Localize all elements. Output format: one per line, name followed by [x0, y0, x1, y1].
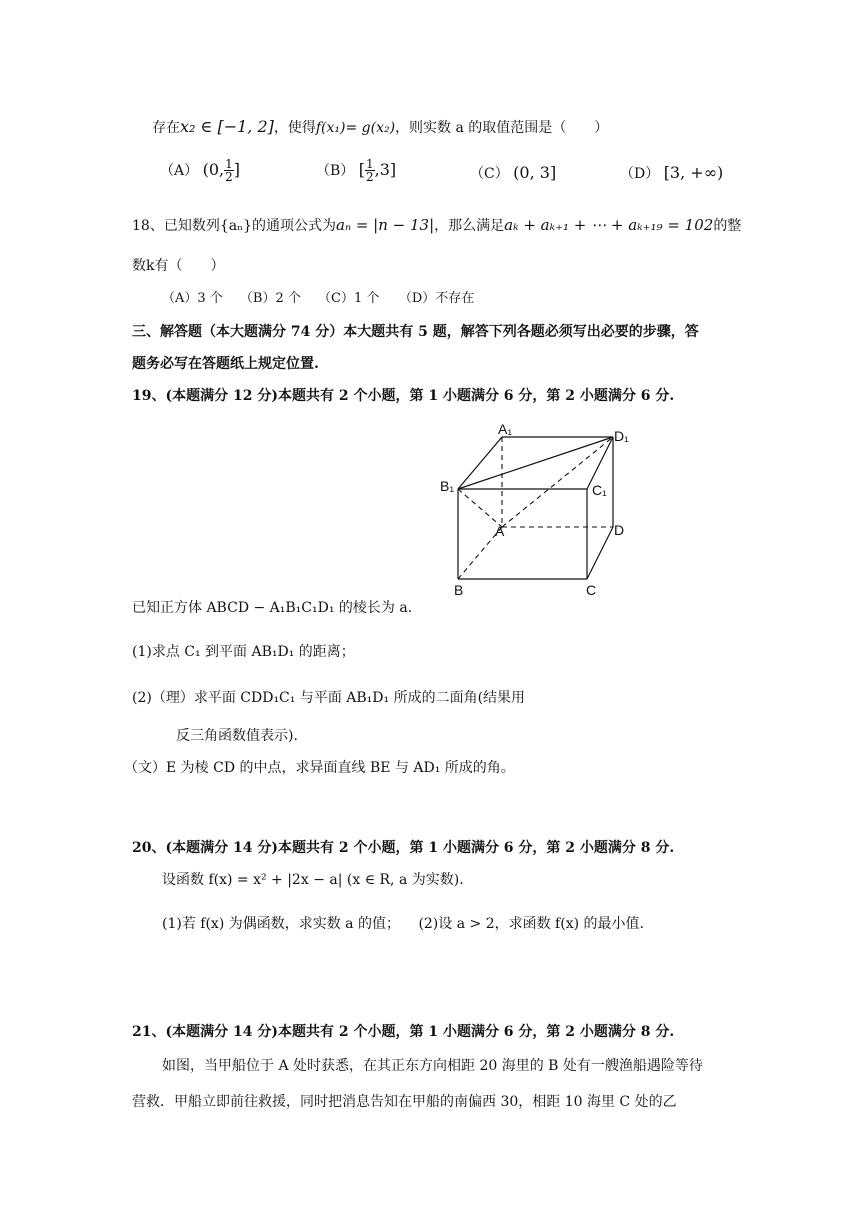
q17-option-d: [620, 163, 723, 183]
label-c: C: [586, 582, 597, 598]
q19-part2-li-cont: 反三角函数值表示).: [176, 728, 298, 744]
q17-option-c: [470, 163, 556, 183]
q18-text2: ，那么满足: [434, 218, 505, 234]
label-d1: D₁: [614, 428, 629, 444]
edge-b1-a: [458, 489, 502, 527]
q20-part1: (1)若 f(x) 为偶函数，求实数 a 的值；: [162, 916, 400, 932]
q18-text3: 的整: [713, 218, 742, 234]
option-d-math: [3, +∞): [663, 163, 724, 182]
q17-mid: ，使得: [273, 120, 316, 136]
option-label: （B）: [316, 163, 355, 179]
q19-part2-li: (2)（理）求平面 CDD₁C₁ 与平面 AB₁D₁ 所成的二面角(结果用: [132, 690, 526, 706]
q17-suffix: ，则实数 a 的取值范围是（ ）: [395, 120, 609, 136]
q19-part1: (1)求点 C₁ 到平面 AB₁D₁ 的距离；: [132, 644, 355, 660]
q18-line2: 数k有（ ）: [132, 258, 225, 274]
q20-parts-line: [162, 916, 644, 933]
q18-options: （A）3 个 （B）2 个 （C）1 个 （D）不存在: [162, 291, 475, 306]
q18-line1: [132, 216, 741, 235]
option-c-math: (0, 3]: [513, 163, 557, 182]
label-b: B: [454, 582, 464, 598]
q19-part2-wen: （文）E 为棱 CD 的中点，求异面直线 BE 与 AD₁ 所成的角。: [124, 760, 515, 776]
q18-number: 18、: [132, 218, 164, 234]
q20-function-line: [162, 872, 464, 889]
q21-text-line2: 营救．甲船立即前往救援，同时把消息告知在甲船的南偏西 30，相距 10 海里 C 处的乙: [132, 1094, 677, 1110]
q21-header: 21、(本题满分 14 分)本题共有 2 个小题，第 1 小题满分 6 分，第 2 小题满分 8 分.: [132, 1024, 675, 1040]
label-b1: B₁: [440, 478, 455, 494]
label-a: A: [495, 523, 505, 539]
q17-cond: x₂ ∈ [−1, 2]: [180, 117, 274, 136]
option-b-math: [ $\frac{1}{2}$ ,3]: [358, 157, 397, 184]
q17-option-a: [160, 158, 240, 183]
option-a-math: (0, $\frac{1}{2}$ ]: [202, 157, 240, 184]
q17-condition-line: [152, 117, 608, 137]
q20-header: 20、(本题满分 14 分)本题共有 2 个小题，第 1 小题满分 6 分，第 2 小题满分 8 分.: [132, 840, 675, 856]
cube-figure: [420, 415, 660, 600]
label-c1: C₁: [592, 482, 607, 498]
section3-heading-line1: 三、解答题（本大题满分 74 分）本大题共有 5 题，解答下列各题必须写出必要的步骤，答: [132, 324, 699, 340]
label-a1: A₁: [498, 421, 513, 437]
q17-eq: f(x₁)= g(x₂): [315, 120, 396, 136]
edge-b1-d1: [458, 437, 613, 489]
q19-header: 19、(本题满分 12 分)本题共有 2 个小题，第 1 小题满分 6 分，第 2 小题满分 6 分.: [132, 388, 675, 404]
option-label: （D）: [620, 166, 660, 182]
q21-text-line1: 如图，当甲船位于 A 处时获悉，在其正东方向相距 20 海里的 B 处有一艘渔船遇险等待: [162, 1058, 703, 1074]
section3-heading-line2: 题务必写在答题纸上规定位置.: [132, 356, 319, 372]
q20-function: 设函数 f(x) = x² + |2x − a| (x ∈ R, a 为实数).: [162, 872, 464, 888]
q18-text1: 已知数列{aₙ}的通项公式为: [163, 218, 337, 234]
q20-part2: (2)设 a > 2，求函数 f(x) 的最小值.: [418, 916, 644, 932]
q17-prefix: 存在: [152, 120, 180, 136]
edge-c-d: [587, 527, 613, 579]
q18-formula2: aₖ + aₖ₊₁ + ⋯ + aₖ₊₁₉ = 102: [504, 216, 714, 234]
label-d: D: [614, 522, 625, 538]
option-label: （C）: [470, 166, 509, 182]
q19-given: 已知正方体 ABCD − A₁B₁C₁D₁ 的棱长为 a.: [132, 600, 413, 616]
q17-option-b: [316, 158, 396, 183]
q18-formula1: aₙ = |n − 13|: [336, 216, 435, 234]
option-label: （A）: [160, 163, 199, 179]
